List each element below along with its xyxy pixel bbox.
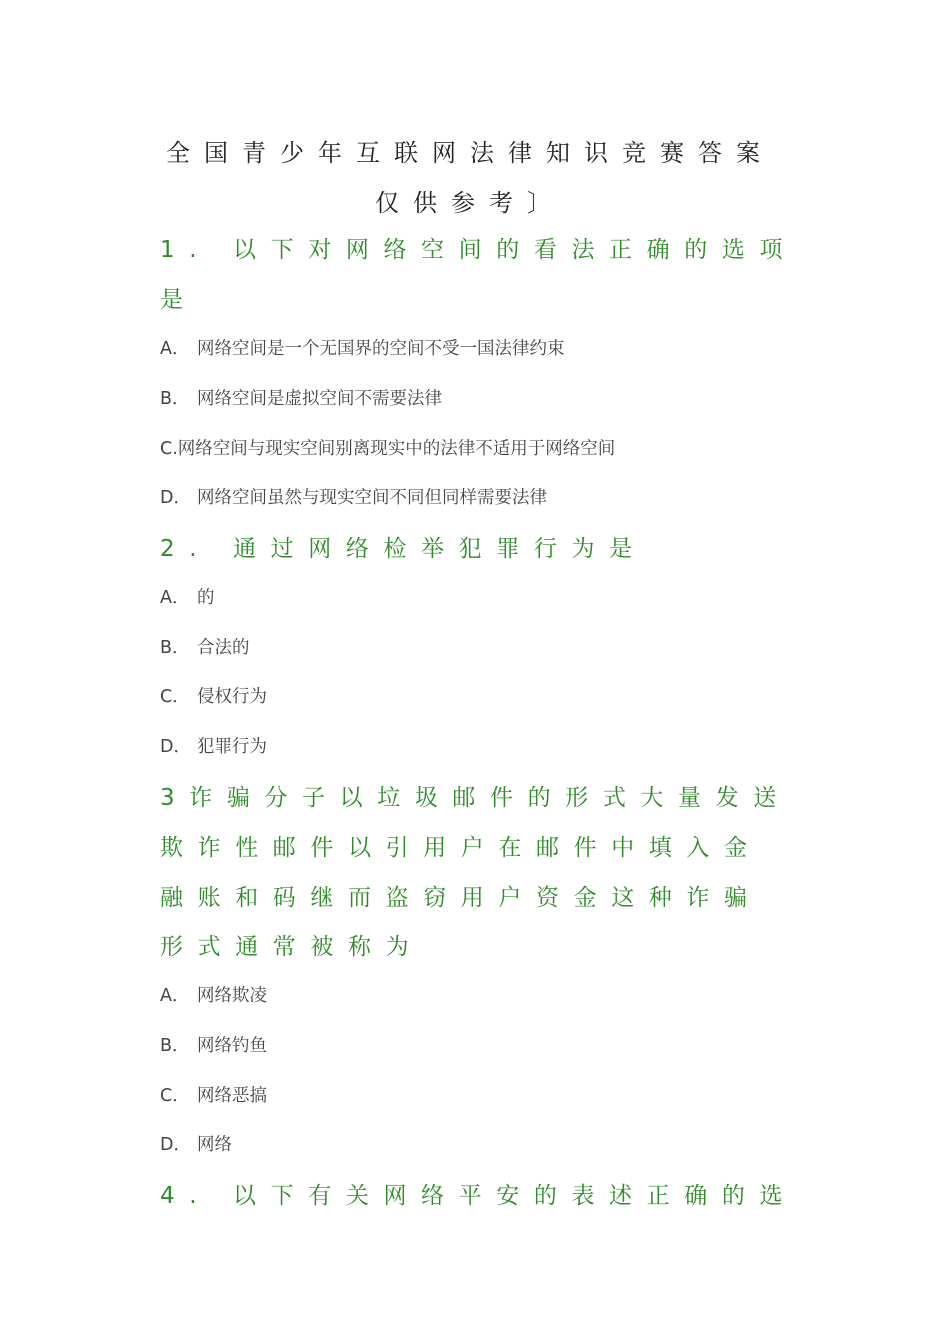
document-title: 全国青少年互联网法律知识竞赛答案 [166, 139, 774, 167]
question-1-option-a [160, 337, 565, 361]
question-3-option-d [160, 1133, 232, 1157]
question-3-option-c [160, 1084, 267, 1108]
option-text: 网络 [197, 1135, 232, 1155]
option-letter: C. [160, 439, 178, 459]
option-letter: B． [160, 389, 190, 409]
option-text: 网络欺凌 [197, 986, 267, 1006]
option-letter: D． [160, 737, 191, 757]
option-letter: B． [160, 638, 190, 658]
option-text: 网络空间与现实空间别离现实中的法律不适用于网络空间 [177, 439, 616, 459]
option-text: 网络钓鱼 [197, 1036, 267, 1056]
question-2-option-c [160, 685, 267, 709]
option-letter: A． [160, 339, 190, 359]
option-text: 网络恶搞 [197, 1086, 267, 1106]
question-2-option-b [160, 636, 250, 660]
question-3-option-a [160, 984, 267, 1008]
question-1-option-d [160, 486, 547, 510]
question-4-text-line-1: 4. 以下有关网络平安的表述正确的选 [160, 1183, 798, 1209]
option-text: 网络空间虽然与现实空间不同但同样需要法律 [197, 488, 547, 508]
option-letter: D． [160, 488, 191, 508]
question-2-option-d [160, 735, 267, 759]
option-text: 网络空间是一个无国界的空间不受一国法律约束 [197, 339, 565, 359]
question-3-text-line-3: 融账和码继而盗窃用户资金这种诈骗 [160, 885, 762, 911]
option-text: 合法的 [197, 638, 250, 658]
option-letter: C． [160, 1086, 190, 1106]
option-letter: A． [160, 588, 190, 608]
question-1-option-b [160, 387, 442, 411]
option-letter: A． [160, 986, 190, 1006]
question-3-text-line-1: 3诈骗分子以垃圾邮件的形式大量发送 [160, 785, 791, 811]
option-letter: C． [160, 687, 190, 707]
question-2-text-line-1: 2. 通过网络检举犯罪行为是 [160, 536, 647, 562]
question-3-option-b [160, 1034, 267, 1058]
question-1-option-c [160, 437, 615, 461]
question-1-text-line-1: 1. 以下对网络空间的看法正确的选项 [160, 237, 798, 263]
option-text: 犯罪行为 [197, 737, 267, 757]
option-letter: B． [160, 1036, 190, 1056]
question-3-text-line-2: 欺诈性邮件以引用户在邮件中填入金 [160, 835, 762, 861]
option-letter: D． [160, 1135, 191, 1155]
option-text: 侵权行为 [197, 687, 267, 707]
question-3-text-line-4: 形式通常被称为 [160, 934, 424, 960]
question-2-option-a [160, 586, 215, 610]
option-text: 的 [197, 588, 215, 608]
question-1-text-line-2: 是 [160, 287, 198, 313]
document-subtitle: 仅供参考〕 [375, 189, 565, 217]
option-text: 网络空间是虚拟空间不需要法律 [197, 389, 442, 409]
